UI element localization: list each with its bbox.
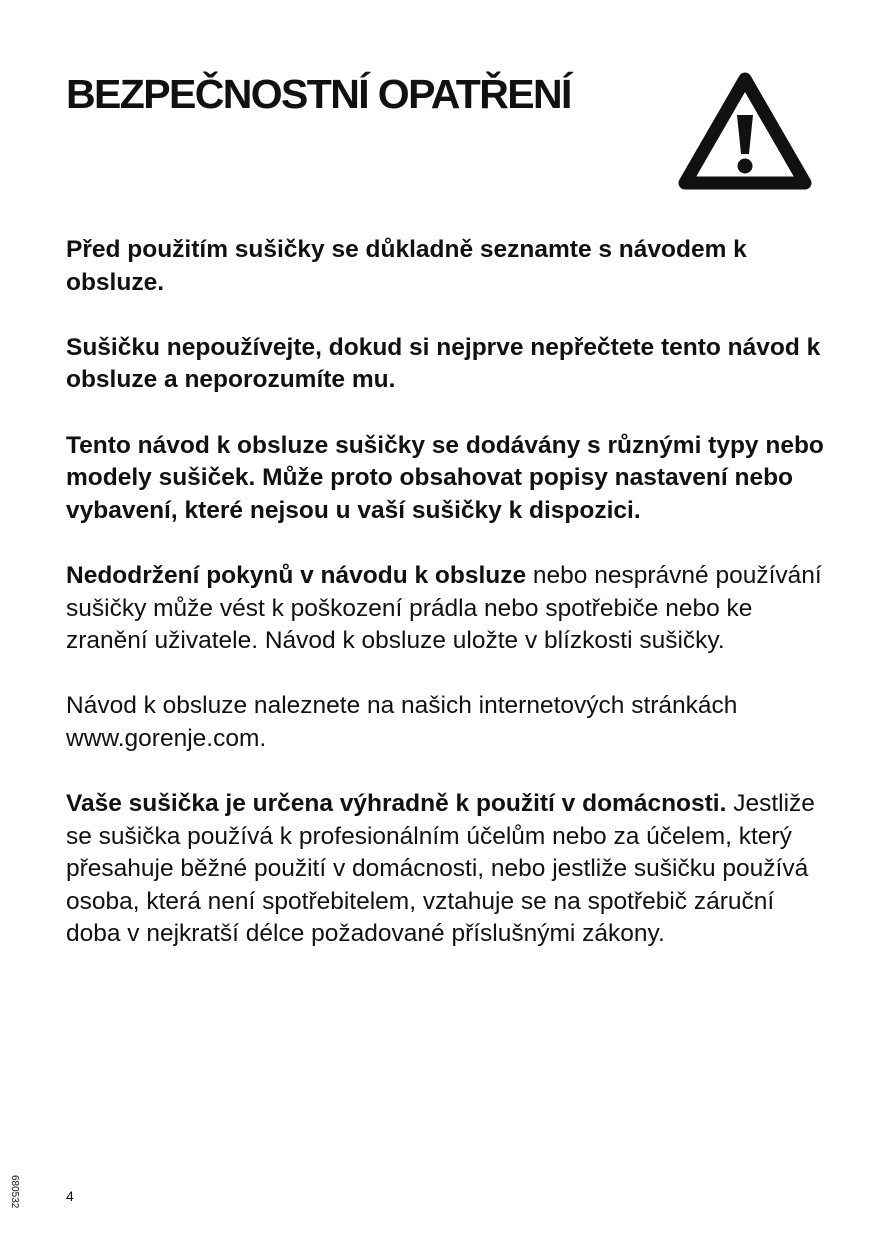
paragraph-1-bold: Před použitím sušičky se důkladně seznamte s návodem k obsluze. <box>66 236 747 296</box>
paragraph-3-bold: Tento návod k obsluze sušičky se dodávány s různými typy nebo modely sušiček. Může proto obsahovat popisy nastavení nebo vybavení, které nejsou u vaší sušičky k dispozici. <box>66 431 824 524</box>
warning-icon <box>676 70 814 194</box>
paragraph-4 <box>66 560 826 658</box>
page-number: 4 <box>66 1188 74 1204</box>
paragraph-6-normal: Jestliže se sušička používá k profesionálním účelům nebo za účelem, který přesahuje běžné použití v domácnosti, nebo jestliže sušičku používá osoba, která není spotřebitelem, vztahuje se na spotřebič záruční doba v nejkratší délce požadované příslušnými zákony. <box>66 790 815 948</box>
paragraph-6-bold: Vaše sušička je určena výhradně k použití v domácnosti. <box>66 790 727 818</box>
paragraph-4-normal: nebo nesprávné používání sušičky může vést k poškození prádla nebo spotřebiče nebo ke zranění uživatele. Návod k obsluze uložte v blízkosti sušičky. <box>66 561 822 655</box>
paragraph-5-normal: Návod k obsluze naleznete na našich internetových stránkách www.gorenje.com. <box>66 692 738 752</box>
safety-text <box>66 234 826 984</box>
document-code: 680532 <box>9 1175 20 1209</box>
paragraph-5 <box>66 690 826 755</box>
paragraph-6 <box>66 788 826 951</box>
paragraph-2 <box>66 332 826 397</box>
paragraph-1 <box>66 234 826 299</box>
paragraph-4-bold: Nedodržení pokynů v návodu k obsluze <box>66 561 527 589</box>
paragraph-3 <box>66 430 826 528</box>
paragraph-2-bold: Sušičku nepoužívejte, dokud si nejprve nepřečtete tento návod k obsluze a neporozumíte mu. <box>66 333 821 394</box>
page-title: BEZPEČNOSTNÍ OPATŘENÍ <box>66 71 571 117</box>
